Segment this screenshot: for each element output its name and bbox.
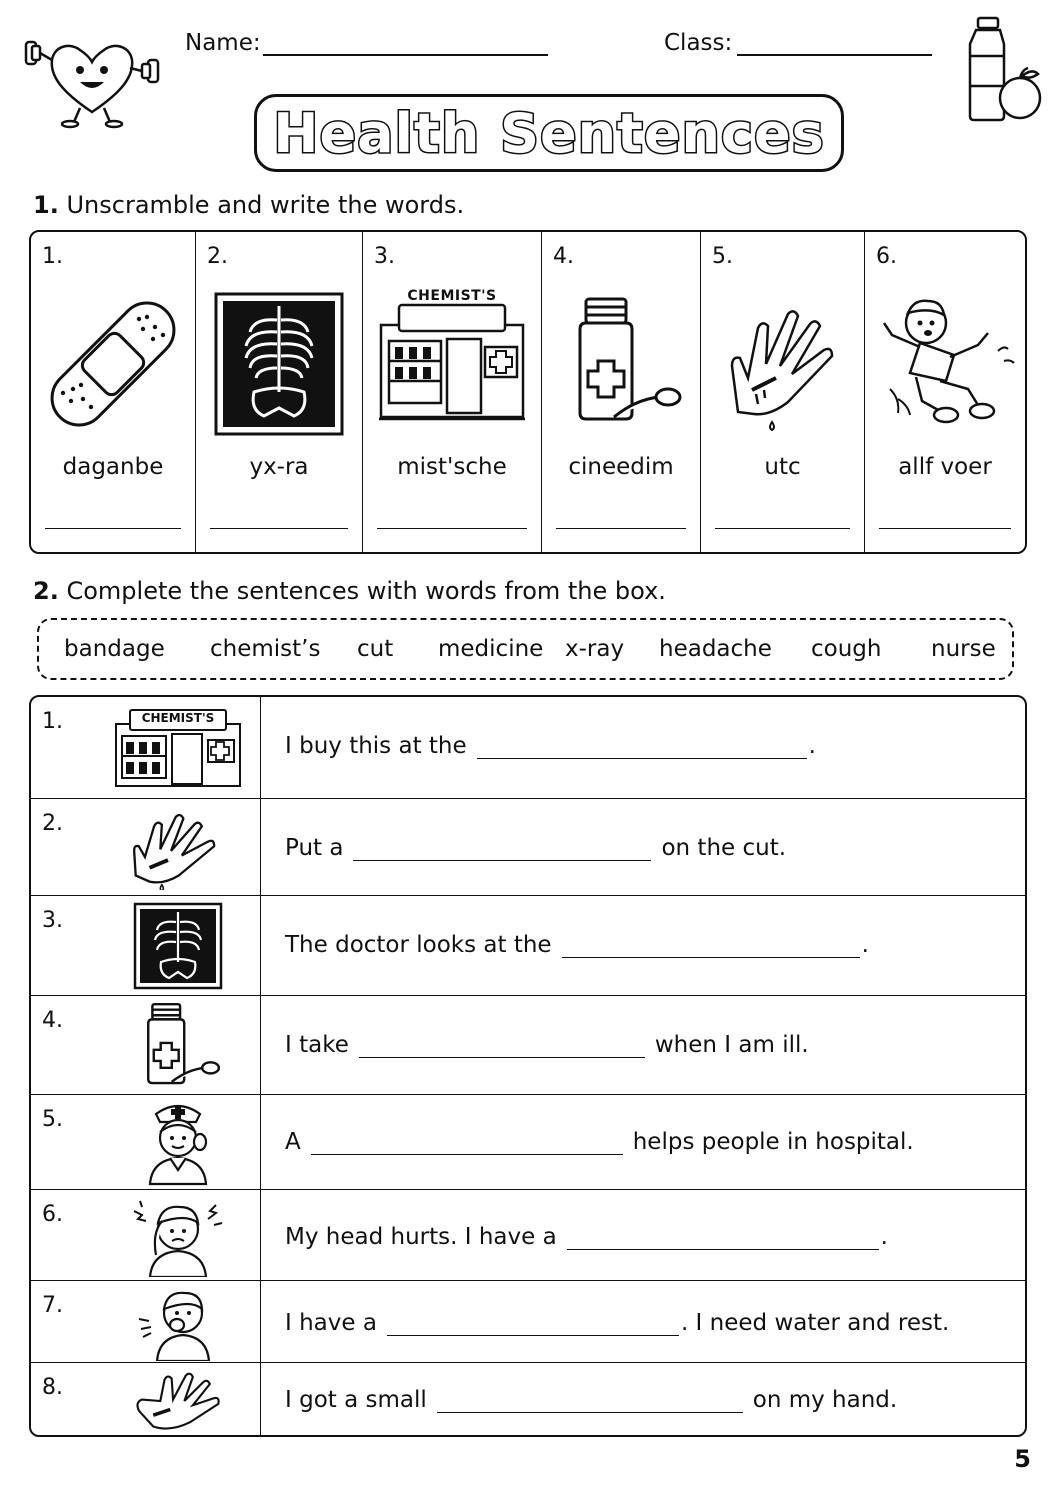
cut-hand-icon <box>701 274 864 454</box>
row-divider <box>260 697 261 798</box>
word-box-item: cut <box>357 636 394 662</box>
sentence-before: A <box>285 1129 301 1155</box>
sentence-before: The doctor looks at the <box>285 932 552 958</box>
answer-line[interactable] <box>879 528 1011 529</box>
sentence-before: I buy this at the <box>285 733 467 759</box>
sentence-after: helps people in hospital. <box>632 1129 914 1155</box>
unscramble-item <box>865 232 1025 552</box>
sentence-after: . <box>880 1224 888 1250</box>
answer-line[interactable] <box>377 528 527 529</box>
word-box-item: nurse <box>931 636 996 662</box>
row-divider <box>260 896 261 995</box>
table-row <box>31 1363 1025 1437</box>
sentence-after: when I am ill. <box>654 1032 809 1058</box>
answer-line[interactable] <box>45 528 181 529</box>
answer-line[interactable] <box>210 528 348 529</box>
item-number: 1. <box>42 244 63 269</box>
page-title: Health Sentences <box>273 101 825 165</box>
item-number: 3. <box>374 244 395 269</box>
row-divider <box>260 1281 261 1362</box>
table-row <box>31 896 1025 996</box>
sentence <box>285 1310 949 1336</box>
coughing-boy-icon <box>93 1285 263 1358</box>
answer-line[interactable] <box>556 528 686 529</box>
sentence <box>285 932 869 958</box>
heart-mascot-icon <box>22 24 162 130</box>
answer-blank[interactable] <box>567 1225 879 1250</box>
sentence-after: on my hand. <box>752 1387 898 1413</box>
unscramble-grid <box>29 230 1027 554</box>
word-box-item: chemist’s <box>210 636 321 662</box>
cut-hand-icon <box>93 1367 263 1435</box>
x-ray-icon <box>196 274 362 454</box>
unscramble-item <box>31 232 196 552</box>
scrambled-word: cineedim <box>568 454 674 480</box>
section2-heading <box>33 577 666 605</box>
section1-instruction: Unscramble and write the words. <box>66 191 465 219</box>
row-divider <box>260 799 261 895</box>
sentence-table <box>29 695 1027 1437</box>
sentence-after: on the cut. <box>661 835 787 861</box>
medicine-bottle-icon <box>542 274 700 454</box>
scrambled-word: mist'sche <box>397 454 507 480</box>
answer-blank[interactable] <box>437 1388 743 1413</box>
unscramble-item <box>701 232 865 552</box>
scrambled-word: yx-ra <box>249 454 309 480</box>
row-number: 1. <box>42 709 63 734</box>
scrambled-word: allf voer <box>898 454 992 480</box>
row-number: 8. <box>42 1375 63 1400</box>
word-box <box>37 618 1014 680</box>
class-label: Class: <box>664 30 733 56</box>
word-box-item: x-ray <box>565 636 625 662</box>
answer-blank[interactable] <box>311 1130 623 1155</box>
sentence <box>285 733 816 759</box>
chemist-shop-icon <box>93 701 263 794</box>
sentence-before: I take <box>285 1032 349 1058</box>
sentence-before: Put a <box>285 835 344 861</box>
headache-boy-icon <box>93 1194 263 1276</box>
section1-heading <box>33 191 464 219</box>
medicine-bottle-icon <box>93 1000 263 1090</box>
answer-blank[interactable] <box>353 836 651 861</box>
answer-blank[interactable] <box>477 734 807 759</box>
section2-number: 2. <box>33 577 59 605</box>
title-banner <box>254 94 844 172</box>
shop-sign-text: CHEMIST'S <box>407 288 497 304</box>
unscramble-item <box>542 232 701 552</box>
row-divider <box>260 1095 261 1189</box>
sentence-before: I got a small <box>285 1387 427 1413</box>
row-divider <box>260 996 261 1094</box>
bandage-icon <box>31 274 195 454</box>
x-ray-icon <box>93 900 263 991</box>
word-box-item: bandage <box>64 636 165 662</box>
sentence-after: . <box>808 733 816 759</box>
table-row <box>31 799 1025 896</box>
shop-sign-text: CHEMIST'S <box>141 711 215 725</box>
item-number: 6. <box>876 244 897 269</box>
scrambled-word: utc <box>764 454 801 480</box>
sentence-before: My head hurts. I have a <box>285 1224 557 1250</box>
name-label: Name: <box>185 30 261 56</box>
row-number: 4. <box>42 1008 63 1033</box>
row-number: 7. <box>42 1293 63 1318</box>
row-number: 2. <box>42 811 63 836</box>
sentence <box>285 835 786 861</box>
table-row <box>31 1095 1025 1190</box>
unscramble-item <box>363 232 542 552</box>
table-row <box>31 996 1025 1095</box>
section2-instruction: Complete the sentences with words from the box. <box>66 577 666 605</box>
scrambled-word: daganbe <box>62 454 164 480</box>
row-divider <box>260 1363 261 1437</box>
sentence-before: I have a <box>285 1310 377 1336</box>
sentence <box>285 1129 914 1155</box>
answer-blank[interactable] <box>387 1311 679 1336</box>
name-field[interactable] <box>263 54 548 56</box>
cut-hand-icon <box>93 803 263 891</box>
answer-line[interactable] <box>715 528 850 529</box>
answer-blank[interactable] <box>562 933 860 958</box>
word-box-item: headache <box>659 636 772 662</box>
table-row <box>31 1281 1025 1363</box>
class-field[interactable] <box>737 54 932 56</box>
item-number: 4. <box>553 244 574 269</box>
item-number: 5. <box>712 244 733 269</box>
sentence <box>285 1387 897 1413</box>
item-number: 2. <box>207 244 228 269</box>
sentence <box>285 1032 809 1058</box>
table-row <box>31 697 1025 799</box>
falling-boy-icon <box>865 274 1025 454</box>
nurse-icon <box>93 1099 263 1185</box>
row-number: 3. <box>42 908 63 933</box>
sentence-after: . <box>861 932 869 958</box>
water-bottle-apple-icon <box>960 16 1044 122</box>
unscramble-item <box>196 232 363 552</box>
word-box-item: medicine <box>438 636 544 662</box>
row-number: 6. <box>42 1202 63 1227</box>
sentence-after: . I need water and rest. <box>680 1310 950 1336</box>
page-number: 5 <box>1014 1445 1031 1473</box>
table-row <box>31 1190 1025 1281</box>
row-divider <box>260 1190 261 1280</box>
answer-blank[interactable] <box>359 1033 645 1058</box>
row-number: 5. <box>42 1107 63 1132</box>
sentence <box>285 1224 888 1250</box>
word-box-item: cough <box>811 636 882 662</box>
section1-number: 1. <box>33 191 59 219</box>
